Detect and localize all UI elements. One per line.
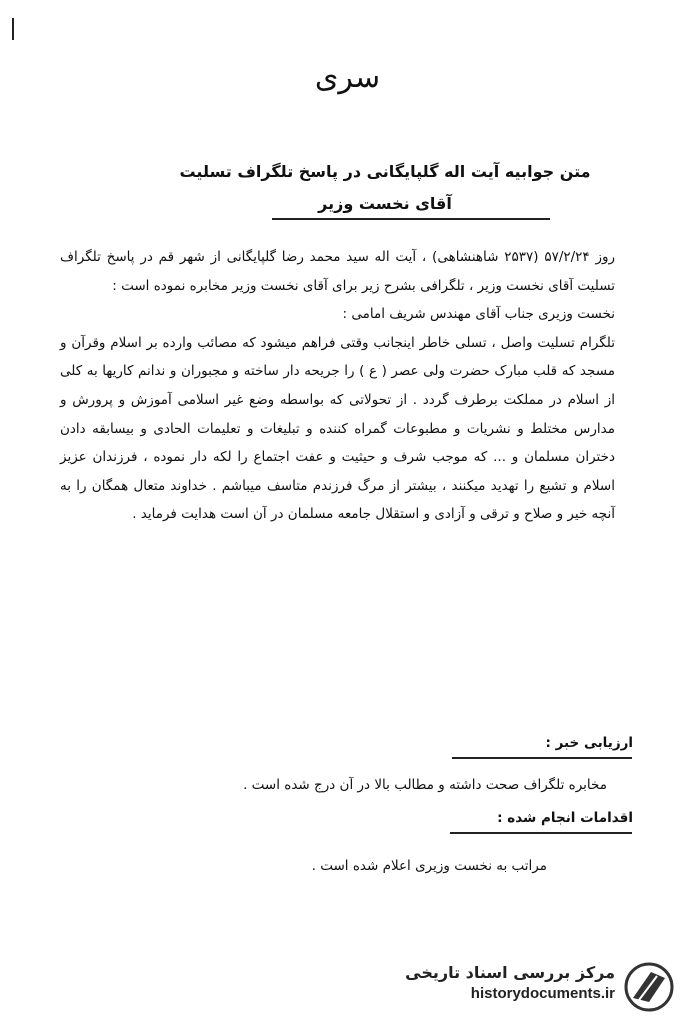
body-message: تلگرام تسلیت واصل ، تسلی خاطر اینجانب وقتی فراهم میشود که مصائب وارده بر اسلام وقرآن و مسجد که قلب مبارک حضرت ولی عصر ( ع ) را جریحه دار ساخته و مجبوران و ندانم کاریها به کلی از اسلام در مملکت برطرف گردد . از تحولاتی که بواسطه وضع غیر اسلامی آموزش و پرورش و مدارس مختلط و نشریات و مطبوعات گمراه کننده و تبلیغات و تعلیمات الحادی و بیسابقه دادن دختران مسلمان و ... که موجب شرف و حیثیت و عفت اجتماع را لکه دار نموده ، فرزندان عزیز اسلام و تشیع را تهدید میکنند ، بیشتر از مرگ فرزندم متاسف میباشم . خداوند متعال همگان را به آنچه خیر و صلاح و ترقی و آزادی و استقلال جامعه مسلمان در آن است هدایت فرماید . [60,334,615,523]
evaluation-text: مخابره تلگراف صحت داشته و مطالب بالا در آن درج شده است . [243,777,607,793]
actions-text: مراتب به نخست وزیری اعلام شده است . [311,858,547,874]
body-intro: روز ۵۷/۲/۲۴ (۲۵۳۷ شاهنشاهی) ، آیت اله سید محمد رضا گلپایگانی از شهر قم در پاسخ تلگراف تسلیت آقای نخست وزیر ، تلگرافی بشرح زیر برای آقای نخست وزیر مخابره نموده است : [60,249,616,294]
archive-logo [387,962,677,1012]
evaluation-underline [452,757,632,759]
logo-name: مرکز بررسی اسناد تاریخی [405,963,615,982]
title-underline [272,218,550,220]
evaluation-label: ارزیابی خبر : [545,735,633,751]
document-body [60,243,615,529]
classification-label: سری [314,60,381,95]
document-title: متن جوابیه آیت اله گلپایگانی در پاسخ تلگراف تسلیت [179,162,591,181]
logo-url: historydocuments.ir [470,985,615,1002]
actions-underline [450,832,632,834]
actions-label: اقدامات انجام شده : [497,810,633,826]
title-block [130,155,640,219]
document-subtitle: آقای نخست وزیر [318,194,452,213]
archive-logo-icon [621,962,677,1012]
margin-mark [12,18,14,40]
body-address: نخست وزیری جناب آقای مهندس شریف امامی : [342,306,615,323]
logo-text [405,962,615,1004]
